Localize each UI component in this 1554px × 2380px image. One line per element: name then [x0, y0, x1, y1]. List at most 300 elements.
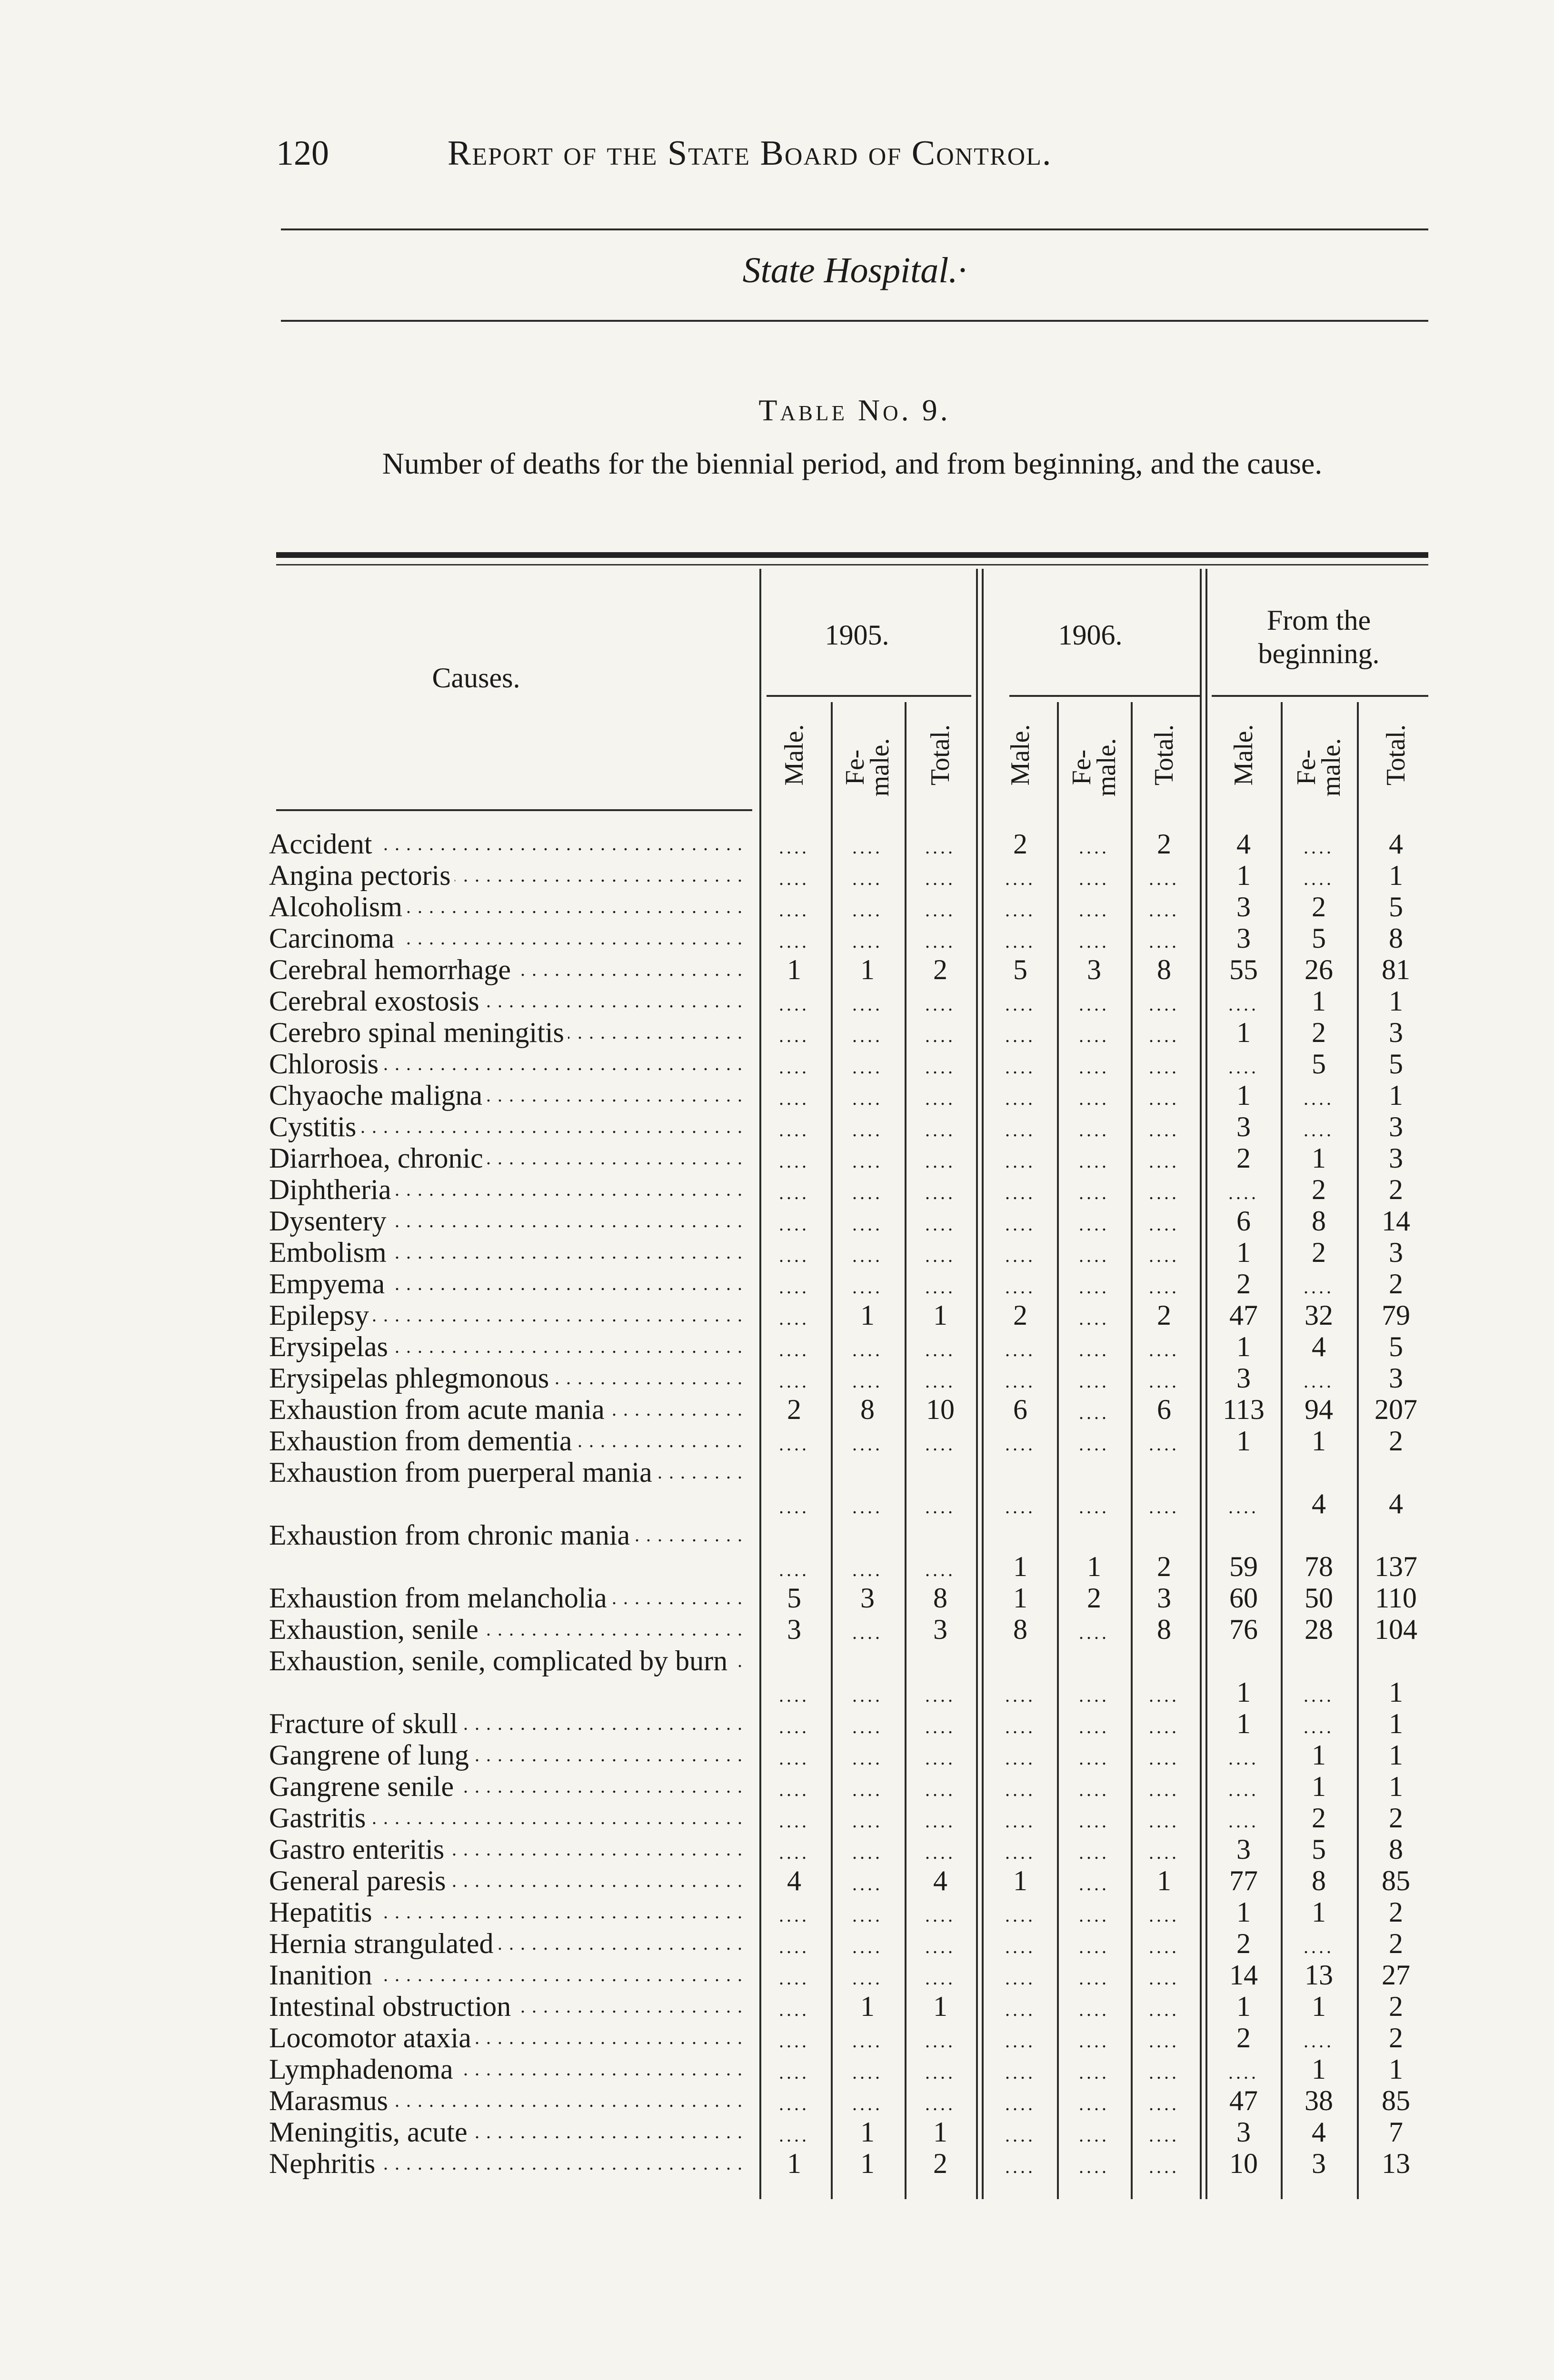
cell-1905-female	[832, 1802, 903, 1837]
cell-1906-male	[985, 1802, 1056, 1837]
cell-1906-total: 2	[1157, 828, 1171, 860]
cell-1905-total	[905, 1551, 976, 1586]
cell-beginning-male: 1	[1236, 1237, 1251, 1268]
cell-beginning-male: 47	[1229, 1299, 1258, 1331]
cell-1905-total	[905, 891, 976, 926]
cell-beginning-female	[1283, 1080, 1355, 1114]
cell-beginning-total: 1	[1389, 1771, 1403, 1802]
cause-text: Hernia strangulated	[269, 1928, 497, 1959]
cell-beginning-total: 104	[1375, 1614, 1417, 1645]
cause-label	[269, 1896, 745, 1928]
cell-beginning-male: 1	[1236, 1331, 1251, 1362]
cell-beginning-total: 79	[1382, 1299, 1410, 1331]
table-row	[0, 1896, 1554, 1928]
subheader-1905-total: Total.	[926, 724, 955, 786]
table-row	[0, 1739, 1554, 1771]
cause-text: Gangrene of lung	[269, 1739, 473, 1771]
table-row	[0, 860, 1554, 891]
cell-beginning-total: 1	[1389, 985, 1403, 1017]
cell-beginning-male: 1	[1236, 1991, 1251, 2022]
cell-beginning-female: 2	[1312, 1017, 1326, 1048]
cell-1905-male	[758, 1676, 830, 1711]
table-row	[0, 1582, 1554, 1614]
cell-1905-total	[905, 1928, 976, 1963]
cell-1905-total: 10	[926, 1394, 955, 1425]
cell-1905-female	[832, 2022, 903, 2057]
cause-text: Gastritis	[269, 1802, 369, 1834]
cell-1906-female	[1058, 1865, 1130, 1900]
cell-beginning-female: 2	[1312, 891, 1326, 922]
header-rule-top	[281, 228, 1428, 230]
cell-1905-male	[758, 891, 830, 926]
cell-1905-male	[758, 1771, 830, 1805]
cause-label	[269, 1142, 745, 1174]
cell-beginning-total: 1	[1389, 1080, 1403, 1111]
cell-1906-male	[985, 2022, 1056, 2057]
cell-1906-total	[1128, 1771, 1200, 1805]
table-row	[0, 1048, 1554, 1080]
table-row	[0, 1080, 1554, 1111]
cell-1906-total: 3	[1157, 1582, 1171, 1614]
cell-1905-female	[832, 1551, 903, 1586]
cell-1906-male	[985, 1017, 1056, 1051]
cell-1906-male	[985, 1676, 1056, 1711]
cell-1906-total	[1128, 891, 1200, 926]
cell-1906-total	[1128, 2116, 1200, 2151]
cause-label	[269, 1205, 745, 1237]
cell-beginning-female: 28	[1305, 1614, 1333, 1645]
cell-1906-female: 2	[1087, 1582, 1101, 1614]
cause-label	[269, 1331, 745, 1362]
cell-1906-female	[1058, 1896, 1130, 1931]
cell-1905-total	[905, 922, 976, 957]
table-row	[0, 2116, 1554, 2148]
cell-beginning-male: 55	[1229, 954, 1258, 985]
cell-1905-female	[832, 1865, 903, 1900]
cell-1906-female	[1058, 1048, 1130, 1083]
cause-text: Diarrhoea, chronic	[269, 1142, 487, 1174]
cell-beginning-total: 1	[1389, 860, 1403, 891]
cell-1905-total: 1	[933, 1991, 947, 2022]
cause-text: Fracture of skull	[269, 1708, 462, 1739]
cell-1905-male	[758, 1174, 830, 1209]
subheader-beginning-female: Fe- male.	[1292, 738, 1346, 797]
cause-label	[269, 922, 745, 954]
cell-beginning-female: 38	[1305, 2085, 1333, 2116]
cell-1906-female	[1058, 1205, 1130, 1240]
cell-beginning-female: 4	[1312, 2116, 1326, 2148]
group-header-1906: 1906.	[1058, 619, 1123, 651]
subheader-1906-female: Fe- male.	[1067, 738, 1121, 797]
table-row	[0, 1142, 1554, 1174]
cell-beginning-female: 1	[1312, 2053, 1326, 2085]
cell-1905-male	[758, 1299, 830, 1334]
table-row	[0, 891, 1554, 922]
cell-1905-female: 1	[860, 2148, 875, 2179]
cell-1905-male	[758, 1080, 830, 1114]
cell-1906-female	[1058, 1425, 1130, 1460]
cell-1906-total	[1128, 1739, 1200, 1774]
table-row	[0, 2022, 1554, 2053]
cause-text: Marasmus	[269, 2085, 392, 2116]
cell-1905-male	[758, 1551, 830, 1586]
table-row	[0, 1205, 1554, 1237]
cause-text: Gangrene senile	[269, 1771, 458, 1802]
cause-text: Accident	[269, 828, 376, 860]
table-row	[0, 2053, 1554, 2085]
cell-beginning-total: 3	[1389, 1362, 1403, 1394]
cause-label	[269, 2085, 745, 2116]
cell-beginning-female: 8	[1312, 1865, 1326, 1896]
cell-beginning-female: 1	[1312, 1142, 1326, 1174]
rule-under-causes-header	[276, 809, 752, 811]
running-title: Report of the State Board of Control.	[448, 134, 1052, 173]
cell-1905-male: 5	[787, 1582, 801, 1614]
table-top-thin-rule	[276, 564, 1428, 565]
cell-beginning-female: 50	[1305, 1582, 1333, 1614]
cause-text: Epilepsy	[269, 1299, 373, 1331]
table-row	[0, 1425, 1554, 1457]
table-row	[0, 1865, 1554, 1896]
cell-1906-total	[1128, 1708, 1200, 1743]
cell-1905-female: 3	[860, 1582, 875, 1614]
cell-1906-total	[1128, 1048, 1200, 1083]
cell-1905-total: 4	[933, 1865, 947, 1896]
cell-1905-female	[832, 1331, 903, 1366]
cell-1905-female	[832, 922, 903, 957]
cell-1906-total	[1128, 1425, 1200, 1460]
cell-1906-total: 6	[1157, 1394, 1171, 1425]
cell-1905-female	[832, 1739, 903, 1774]
table-row	[0, 1362, 1554, 1394]
cell-1906-male	[985, 1268, 1056, 1303]
cell-beginning-total: 5	[1389, 1331, 1403, 1362]
cell-1905-total	[905, 2085, 976, 2120]
cell-1906-male	[985, 1771, 1056, 1805]
table-row	[0, 1268, 1554, 1299]
cell-1906-total	[1128, 922, 1200, 957]
cell-beginning-male	[1208, 1174, 1279, 1209]
table-row	[0, 922, 1554, 954]
cell-1906-total	[1128, 2148, 1200, 2182]
cell-1906-female	[1058, 2053, 1130, 2088]
cell-1905-total	[905, 1268, 976, 1303]
cause-text: Exhaustion from puerperal mania	[269, 1457, 656, 1488]
cell-beginning-total: 81	[1382, 954, 1410, 985]
cell-1906-female	[1058, 1834, 1130, 1868]
cell-beginning-female: 1	[1312, 1425, 1326, 1457]
cell-beginning-total: 5	[1389, 891, 1403, 922]
cell-1906-total: 8	[1157, 1614, 1171, 1645]
cause-label	[269, 1268, 745, 1299]
cell-beginning-male: 47	[1229, 2085, 1258, 2116]
cell-1906-female: 3	[1087, 954, 1101, 985]
cell-1905-total	[905, 1425, 976, 1460]
cell-beginning-male: 6	[1236, 1205, 1251, 1237]
table-row	[0, 1237, 1554, 1268]
cell-beginning-male: 59	[1229, 1551, 1258, 1582]
cell-beginning-total: 27	[1382, 1959, 1410, 1991]
cause-text: General paresis	[269, 1865, 449, 1896]
cell-1905-total	[905, 1017, 976, 1051]
cell-1905-female: 1	[860, 954, 875, 985]
cell-1906-male	[985, 1174, 1056, 1209]
cell-1906-total	[1128, 1896, 1200, 1931]
cell-1906-total	[1128, 1017, 1200, 1051]
cause-text: Exhaustion from melancholia	[269, 1582, 611, 1614]
table-caption: Number of deaths for the biennial period, and from beginning, and the cause.	[382, 446, 1323, 480]
cause-label	[269, 1739, 745, 1771]
cell-1905-male	[758, 1362, 830, 1397]
cell-1905-female	[832, 1928, 903, 1963]
cell-1906-total	[1128, 1205, 1200, 1240]
cell-1905-male	[758, 2116, 830, 2151]
cell-beginning-female	[1283, 1708, 1355, 1743]
cell-beginning-total: 2	[1389, 1425, 1403, 1457]
cell-1905-female: 1	[860, 1299, 875, 1331]
cell-1906-male: 2	[1013, 1299, 1027, 1331]
cell-1906-total	[1128, 2085, 1200, 2120]
cell-1906-female: 1	[1087, 1551, 1101, 1582]
page-number: 120	[276, 134, 329, 173]
cause-label	[269, 985, 745, 1017]
cause-label	[269, 828, 745, 860]
cause-label	[269, 1299, 745, 1331]
cell-1905-female	[832, 1614, 903, 1648]
cell-beginning-female: 2	[1312, 1237, 1326, 1268]
cell-beginning-male	[1208, 1802, 1279, 1837]
cell-1906-total	[1128, 1834, 1200, 1868]
cell-beginning-male: 3	[1236, 1111, 1251, 1142]
cell-1906-male	[985, 2116, 1056, 2151]
cause-label	[269, 1614, 745, 1645]
cell-beginning-total: 1	[1389, 1708, 1403, 1739]
cause-text: Diphtheria	[269, 1174, 395, 1205]
cell-beginning-female: 5	[1312, 1834, 1326, 1865]
cause-label	[269, 1519, 745, 1582]
cell-1905-male	[758, 1205, 830, 1240]
cell-beginning-male	[1208, 1488, 1279, 1523]
rule-under-1906	[1009, 695, 1200, 697]
cause-text: Cystitis	[269, 1111, 360, 1142]
cell-beginning-total: 2	[1389, 1802, 1403, 1834]
cause-label	[269, 1802, 745, 1834]
cell-beginning-total: 110	[1375, 1582, 1417, 1614]
cell-beginning-female: 1	[1312, 1739, 1326, 1771]
cell-1905-male	[758, 1048, 830, 1083]
cell-1905-total	[905, 1142, 976, 1177]
cell-1905-total	[905, 1488, 976, 1523]
cell-1906-total	[1128, 1142, 1200, 1177]
cell-1906-male	[985, 1896, 1056, 1931]
cell-1906-total	[1128, 860, 1200, 894]
cell-1906-female	[1058, 1991, 1130, 2025]
cell-beginning-male: 2	[1236, 1268, 1251, 1299]
rule-under-1905	[767, 695, 971, 697]
cause-label	[269, 1771, 745, 1802]
cell-beginning-total: 2	[1389, 1991, 1403, 2022]
cell-1905-total: 1	[933, 2116, 947, 2148]
cell-1905-female	[832, 1959, 903, 1994]
cell-1905-total	[905, 1739, 976, 1774]
header-rule-bottom	[281, 320, 1428, 322]
cell-beginning-male: 1	[1236, 860, 1251, 891]
cell-1906-female	[1058, 2085, 1130, 2120]
cell-1906-total	[1128, 1362, 1200, 1397]
cell-beginning-male: 10	[1229, 2148, 1258, 2179]
cell-1906-female	[1058, 828, 1130, 863]
cell-1905-female	[832, 1362, 903, 1397]
cell-1905-male	[758, 1331, 830, 1366]
cell-1906-male	[985, 1331, 1056, 1366]
cause-label	[269, 1017, 745, 1048]
cell-beginning-male: 1	[1236, 1017, 1251, 1048]
cause-label	[269, 1394, 745, 1425]
causes-header: Causes.	[432, 662, 520, 694]
rule-under-beginning	[1212, 695, 1428, 697]
cell-beginning-total: 2	[1389, 1896, 1403, 1928]
table-row	[0, 1017, 1554, 1048]
cell-1906-total: 1	[1157, 1865, 1171, 1896]
cell-beginning-total: 1	[1389, 2053, 1403, 2085]
cell-1906-total	[1128, 1080, 1200, 1114]
cell-1906-female	[1058, 1237, 1130, 1271]
cell-1905-male	[758, 1268, 830, 1303]
cell-1905-male	[758, 1991, 830, 2025]
cause-label	[269, 1174, 745, 1205]
cell-1905-male	[758, 922, 830, 957]
cell-1906-female	[1058, 2148, 1130, 2182]
cell-1905-male	[758, 828, 830, 863]
cell-1905-total	[905, 1959, 976, 1994]
cause-text: Erysipelas	[269, 1331, 392, 1362]
cell-1906-male	[985, 1834, 1056, 1868]
cell-1906-total	[1128, 1959, 1200, 1994]
cell-1906-male	[985, 985, 1056, 1020]
cause-text: Dysentery	[269, 1205, 390, 1237]
cell-beginning-female: 4	[1312, 1331, 1326, 1362]
cause-text: Exhaustion, senile, complicated by burn	[269, 1645, 731, 1676]
cell-beginning-total: 3	[1389, 1111, 1403, 1142]
cell-1905-female	[832, 1268, 903, 1303]
cell-beginning-female	[1283, 1362, 1355, 1397]
cause-label	[269, 860, 745, 891]
cell-beginning-male	[1208, 1771, 1279, 1805]
cell-1906-female	[1058, 1771, 1130, 1805]
cell-beginning-total: 2	[1389, 1928, 1403, 1959]
cell-1905-total	[905, 1174, 976, 1209]
cell-1905-male: 2	[787, 1394, 801, 1425]
cell-1906-female	[1058, 860, 1130, 894]
cell-1905-male: 1	[787, 954, 801, 985]
cell-1905-total: 3	[933, 1614, 947, 1645]
cell-beginning-female: 13	[1305, 1959, 1333, 1991]
cell-1906-total	[1128, 1676, 1200, 1711]
table-row	[0, 985, 1554, 1017]
cell-1905-male	[758, 2085, 830, 2120]
cell-beginning-female: 8	[1312, 1205, 1326, 1237]
cell-1906-female	[1058, 1928, 1130, 1963]
table-title: Table No. 9.	[758, 393, 951, 427]
cell-1905-total	[905, 1362, 976, 1397]
cell-beginning-male	[1208, 985, 1279, 1020]
cell-beginning-total: 3	[1389, 1237, 1403, 1268]
cell-1906-male	[985, 1708, 1056, 1743]
cell-beginning-male: 14	[1229, 1959, 1258, 1991]
subheader-1905-female: Fe- male.	[840, 738, 895, 797]
cell-1906-female	[1058, 1959, 1130, 1994]
cell-1905-total	[905, 1708, 976, 1743]
cell-1906-male	[985, 1928, 1056, 1963]
cell-1906-female	[1058, 1614, 1130, 1648]
table-row	[0, 1991, 1554, 2022]
cell-beginning-female	[1283, 860, 1355, 894]
cell-beginning-total: 2	[1389, 1174, 1403, 1205]
cell-beginning-total: 8	[1389, 922, 1403, 954]
cell-1906-male	[985, 1959, 1056, 1994]
cause-label	[269, 1237, 745, 1268]
cell-beginning-total: 207	[1375, 1394, 1417, 1425]
cell-1906-female	[1058, 1708, 1130, 1743]
cell-1906-female	[1058, 891, 1130, 926]
cause-label	[269, 1362, 745, 1394]
cell-beginning-female	[1283, 1111, 1355, 1146]
cell-1905-female	[832, 985, 903, 1020]
table-row	[0, 1457, 1554, 1519]
cell-1905-male: 3	[787, 1614, 801, 1645]
cell-1905-female	[832, 1048, 903, 1083]
cell-1905-female	[832, 1488, 903, 1523]
cell-beginning-male: 3	[1236, 1834, 1251, 1865]
cell-beginning-total: 85	[1382, 1865, 1410, 1896]
cell-1906-total	[1128, 2022, 1200, 2057]
cell-beginning-total: 5	[1389, 1048, 1403, 1080]
cell-1905-female: 1	[860, 2116, 875, 2148]
cell-1905-total	[905, 1111, 976, 1146]
table-row	[0, 1928, 1554, 1959]
cell-1906-male: 8	[1013, 1614, 1027, 1645]
cell-1905-male	[758, 2053, 830, 2088]
cell-1905-total: 2	[933, 2148, 947, 2179]
cell-1906-female	[1058, 1802, 1130, 1837]
cell-1906-male: 1	[1013, 1582, 1027, 1614]
subheader-beginning-total: Total.	[1381, 724, 1411, 786]
cell-1905-female	[832, 1142, 903, 1177]
cell-beginning-female: 1	[1312, 1771, 1326, 1802]
cell-1905-male: 4	[787, 1865, 801, 1896]
cell-1905-male	[758, 1802, 830, 1837]
cell-1905-male	[758, 1142, 830, 1177]
cell-beginning-female: 5	[1312, 922, 1326, 954]
cell-beginning-female	[1283, 1268, 1355, 1303]
cause-label	[269, 2022, 745, 2053]
cell-1905-female	[832, 1425, 903, 1460]
table-row	[0, 1645, 1554, 1708]
cell-1905-male	[758, 985, 830, 1020]
table-top-thick-rule	[276, 552, 1428, 558]
cell-1905-total	[905, 1771, 976, 1805]
cell-1905-male	[758, 1739, 830, 1774]
cell-1905-male: 1	[787, 2148, 801, 2179]
cell-1906-female	[1058, 1174, 1130, 1209]
cell-1905-total	[905, 1080, 976, 1114]
table-row	[0, 1519, 1554, 1582]
cell-1905-male	[758, 1237, 830, 1271]
cause-text: Empyema	[269, 1268, 388, 1299]
cause-text: Exhaustion, senile	[269, 1614, 482, 1645]
cell-1906-male	[985, 891, 1056, 926]
cell-1905-female	[832, 1676, 903, 1711]
